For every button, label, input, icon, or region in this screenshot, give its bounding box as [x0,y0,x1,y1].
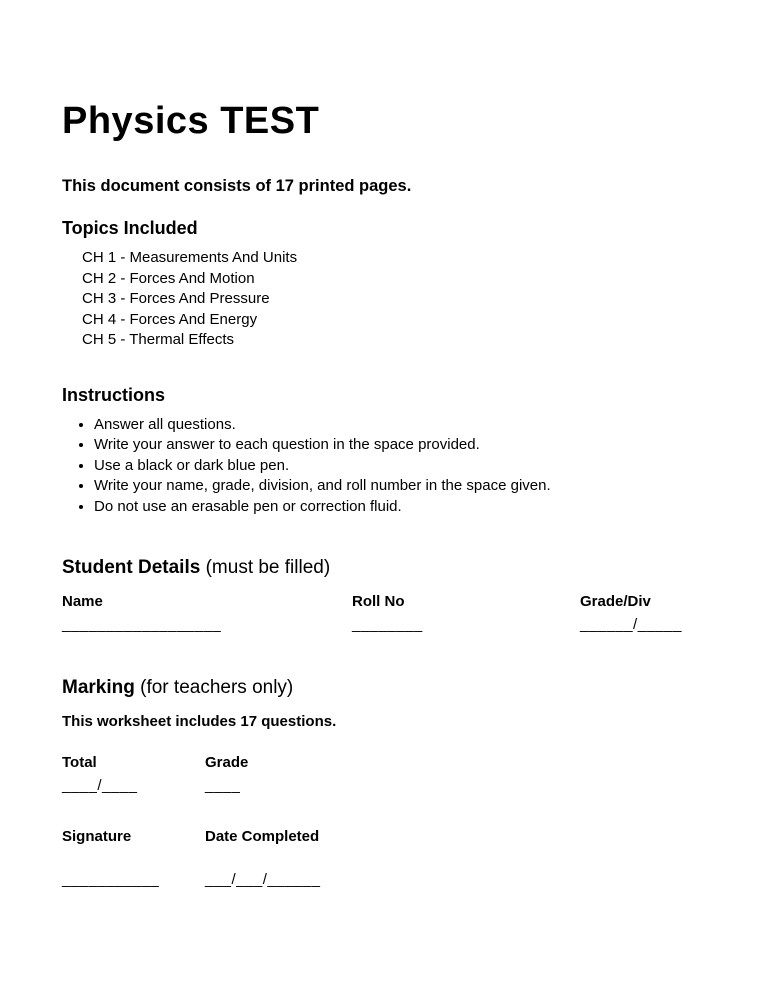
marking-heading-suffix: (for teachers only) [134,677,294,698]
marking-heading [62,677,706,699]
instructions-heading: Instructions [62,384,166,405]
student-details-blanks [62,616,706,633]
instruction-item: • Do not use an erasable pen or correction fluid. [94,497,706,518]
grade-blank-line: ____ [205,777,241,794]
student-details-section [62,557,706,633]
topic-item: CH 4 - Forces And Energy [82,310,258,328]
date-completed-label: Date Completed [205,828,320,845]
signature-date-blanks [62,871,706,888]
signature-date-labels [62,828,706,845]
student-details-heading-bold: Student Details [62,557,201,578]
topics-heading: Topics Included [62,218,198,238]
topic-item: CH 3 - Forces And Pressure [82,290,270,307]
topic-item: CH 5 - Thermal Effects [82,331,234,348]
instruction-item: • Write your name, grade, division, and roll number in the space given. [94,476,706,497]
instruction-item: • Write your answer to each question in the space provided. [94,435,706,456]
roll-no-label: Roll No [352,593,405,610]
total-blank-line: ____/____ [62,777,138,794]
name-label: Name [62,593,103,610]
total-label: Total [62,754,97,771]
student-details-heading [62,557,706,579]
instruction-item: • Answer all questions. [94,415,706,436]
grade-div-label: Grade/Div [580,593,651,610]
signature-label: Signature [62,828,132,845]
marking-heading-bold: Marking [62,677,135,698]
signature-blank-line: ___________ [62,871,160,888]
roll-no-blank-line: ________ [352,616,423,633]
printed-pages-note: This document consists of 17 printed pages. [62,177,412,195]
grade-label: Grade [205,754,249,771]
instructions-section [62,385,706,518]
topic-item: CH 1 - Measurements And Units [82,249,298,266]
name-blank-line: __________________ [62,616,222,633]
total-grade-labels [62,754,706,771]
instructions-list [78,415,706,518]
page-title: Physics TEST [62,100,320,142]
topic-item: CH 2 - Forces And Motion [82,269,255,287]
date-completed-blank-line: ___/___/______ [205,871,321,888]
total-grade-blanks [62,777,706,794]
student-details-labels [62,593,706,610]
topics-list [82,248,706,351]
questions-count-note: This worksheet includes 17 questions. [62,713,337,730]
topics-section [62,218,706,351]
grade-div-blank-line: ______/_____ [580,616,682,633]
student-details-heading-suffix: (must be filled) [200,557,331,578]
marking-section [62,677,706,888]
instruction-item: • Use a black or dark blue pen. [94,456,706,477]
